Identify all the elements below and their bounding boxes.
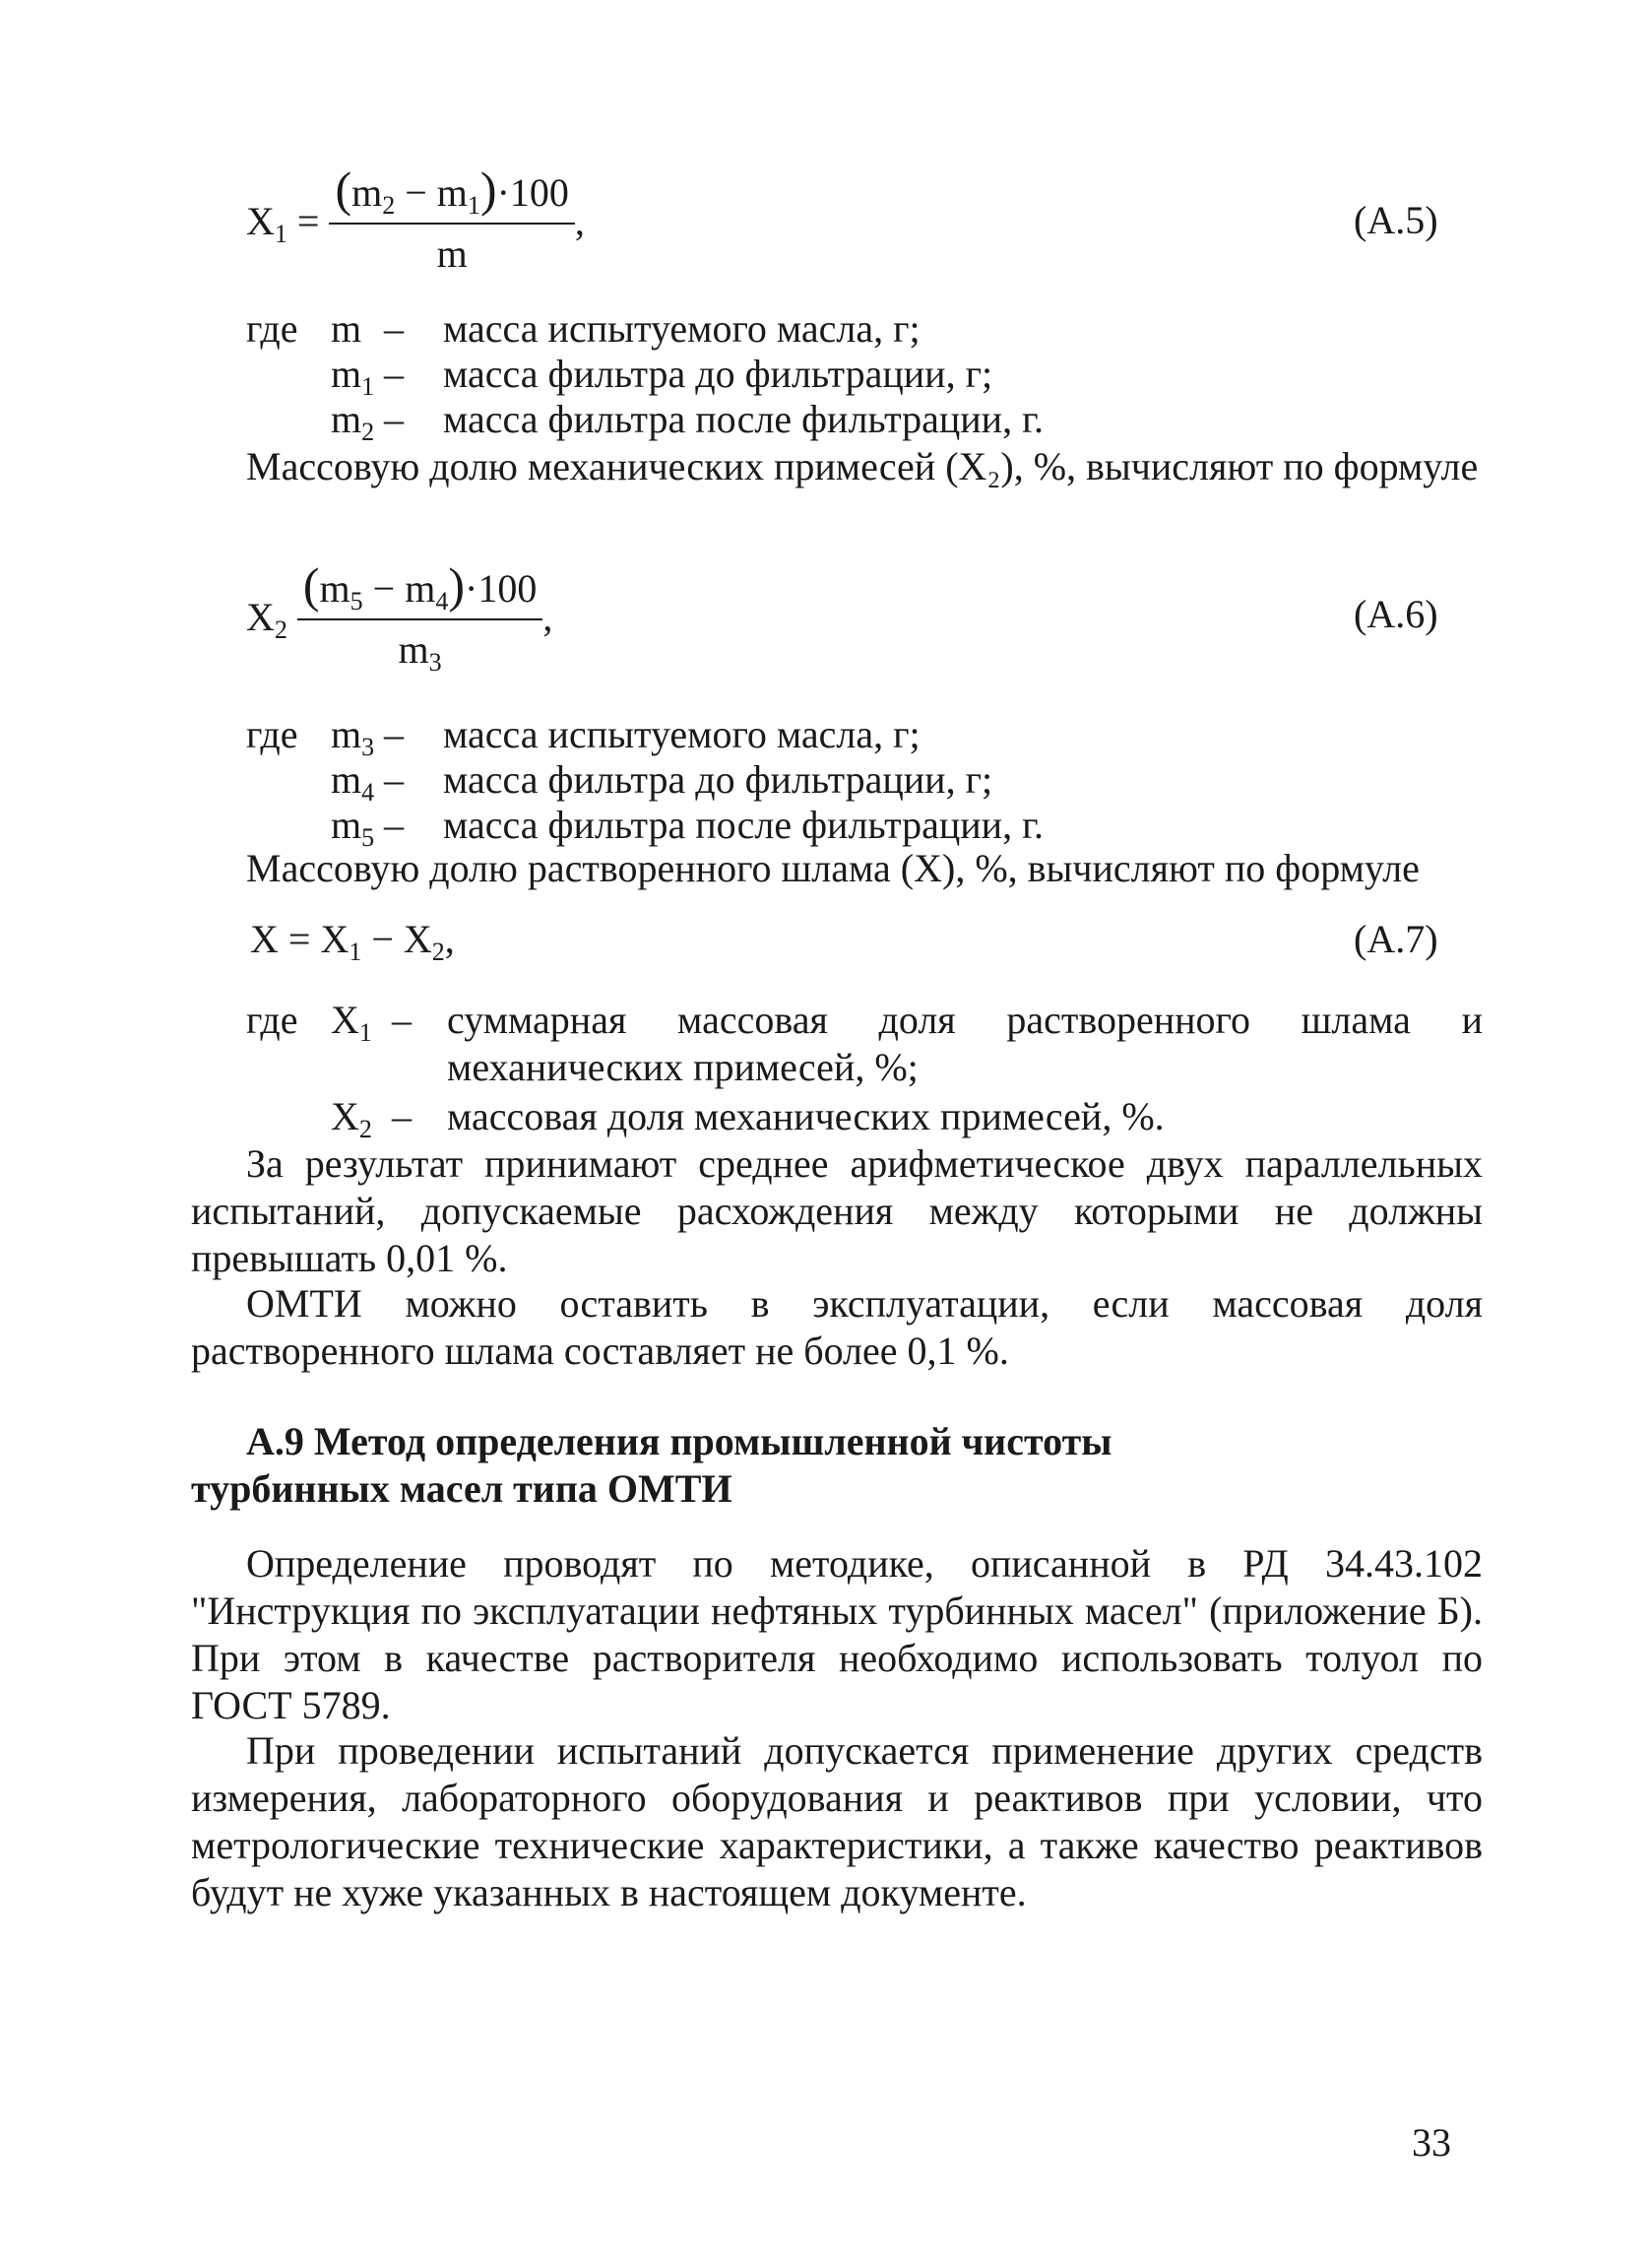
formula-a5-number: (А.5) — [1354, 198, 1438, 242]
legend-symbol: m — [331, 306, 362, 351]
legend-symbol: $m_3$ — [331, 712, 375, 761]
legend-symbol: $X_1$ — [331, 998, 372, 1047]
legend-dash: – — [384, 757, 404, 802]
legend-description: суммарная массовая доля растворенного шлама и механических примесей, %; — [447, 998, 1483, 1089]
paragraph-result: За результат принимают среднее арифметическое двух параллельных испытаний, допускаемые расхождения между которыми не должны превышать 0,01 %. — [191, 1141, 1483, 1280]
formula-a6 — [246, 557, 553, 677]
legend-symbol: $m_1$ — [331, 352, 375, 401]
formula-a6-comma: , — [542, 595, 553, 639]
formula-a6-numerator: $(m_5 - m_4)\cdot 100$ — [297, 561, 542, 620]
legend-dash: – — [384, 306, 404, 351]
legend-a6-row-1 — [246, 711, 921, 761]
legend-description: масса фильтра до фильтрации, г; — [443, 757, 993, 802]
legend-description: масса фильтра до фильтрации, г; — [443, 352, 993, 396]
formula-a6-lhs: $X_2$ — [246, 595, 287, 644]
paragraph-x2-intro: Массовую долю механических примесей (X₂), %, вычисляют по формуле — [246, 444, 1479, 488]
legend-a5-row-1 — [246, 305, 921, 353]
legend-dash: – — [392, 998, 412, 1042]
formula-a7-number: (А.7) — [1354, 917, 1438, 961]
section-heading-line-1: А.9 Метод определения промышленной чистоты — [246, 1419, 1112, 1463]
legend-dash: – — [384, 397, 404, 441]
legend-description: массовая доля механических примесей, %. — [447, 1094, 1165, 1138]
paragraph-omti: ОМТИ можно оставить в эксплуатации, если массовая доля растворенного шлама составляет не более 0,1 %. — [191, 1281, 1483, 1373]
section-heading — [191, 1418, 1491, 1513]
legend-description: масса фильтра после фильтрации, г. — [443, 803, 1044, 847]
legend-a7-row-1 — [246, 997, 1483, 1089]
legend-dash: – — [392, 1094, 412, 1138]
section-heading-line-2: турбинных масел типа ОМТИ — [191, 1466, 732, 1511]
formula-a5-fraction — [329, 162, 574, 278]
legend-description: масса фильтра после фильтрации, г. — [443, 397, 1044, 441]
legend-symbol: $m_2$ — [331, 397, 375, 446]
legend-description: масса испытуемого масла, г; — [443, 306, 921, 351]
paragraph-x-intro: Массовую долю растворенного шлама (X), %, вычисляют по формуле — [246, 846, 1420, 890]
formula-a5-denominator: m — [436, 231, 468, 276]
legend-prefix: где — [246, 998, 298, 1042]
legend-prefix: где — [246, 712, 298, 756]
formula-a5 — [246, 162, 585, 278]
legend-dash: – — [384, 352, 404, 396]
legend-dash: – — [384, 803, 404, 847]
paragraph-method: Определение проводят по методике, описанной в РД 34.43.102 "Инструкция по эксплуатации нефтяных турбинных масел" (приложение Б). При этом в качестве растворителя необходимо использовать толуол по ГОСТ 5789. — [191, 1541, 1483, 1727]
formula-a5-comma: , — [574, 199, 585, 243]
legend-description: масса испытуемого масла, г; — [443, 712, 921, 756]
formula-a6-denominator: $m_3$ — [398, 627, 442, 677]
formula-a6-fraction — [297, 557, 542, 677]
formula-a5-lhs: $X_1$ = — [246, 199, 320, 248]
legend-symbol: $m_4$ — [331, 757, 375, 807]
legend-dash: – — [384, 712, 404, 756]
legend-symbol: $m_5$ — [331, 803, 375, 852]
formula-a7: $X = X_1 - X_2$, — [250, 917, 455, 966]
formula-a6-number: (А.6) — [1354, 592, 1438, 636]
legend-prefix: где — [246, 306, 298, 351]
legend-symbol: $X_2$ — [331, 1094, 372, 1143]
formula-a5-numerator: $(m_2 - m_1)\cdot 100$ — [329, 165, 574, 225]
page-number: 33 — [1412, 2120, 1451, 2165]
paragraph-tests: При проведении испытаний допускается применение других средств измерения, лабораторного оборудования и реактивов при условии, что метрологические технические характеристики, а также качество реактивов будут не хуже указанных в настоящем документе. — [191, 1728, 1483, 1914]
